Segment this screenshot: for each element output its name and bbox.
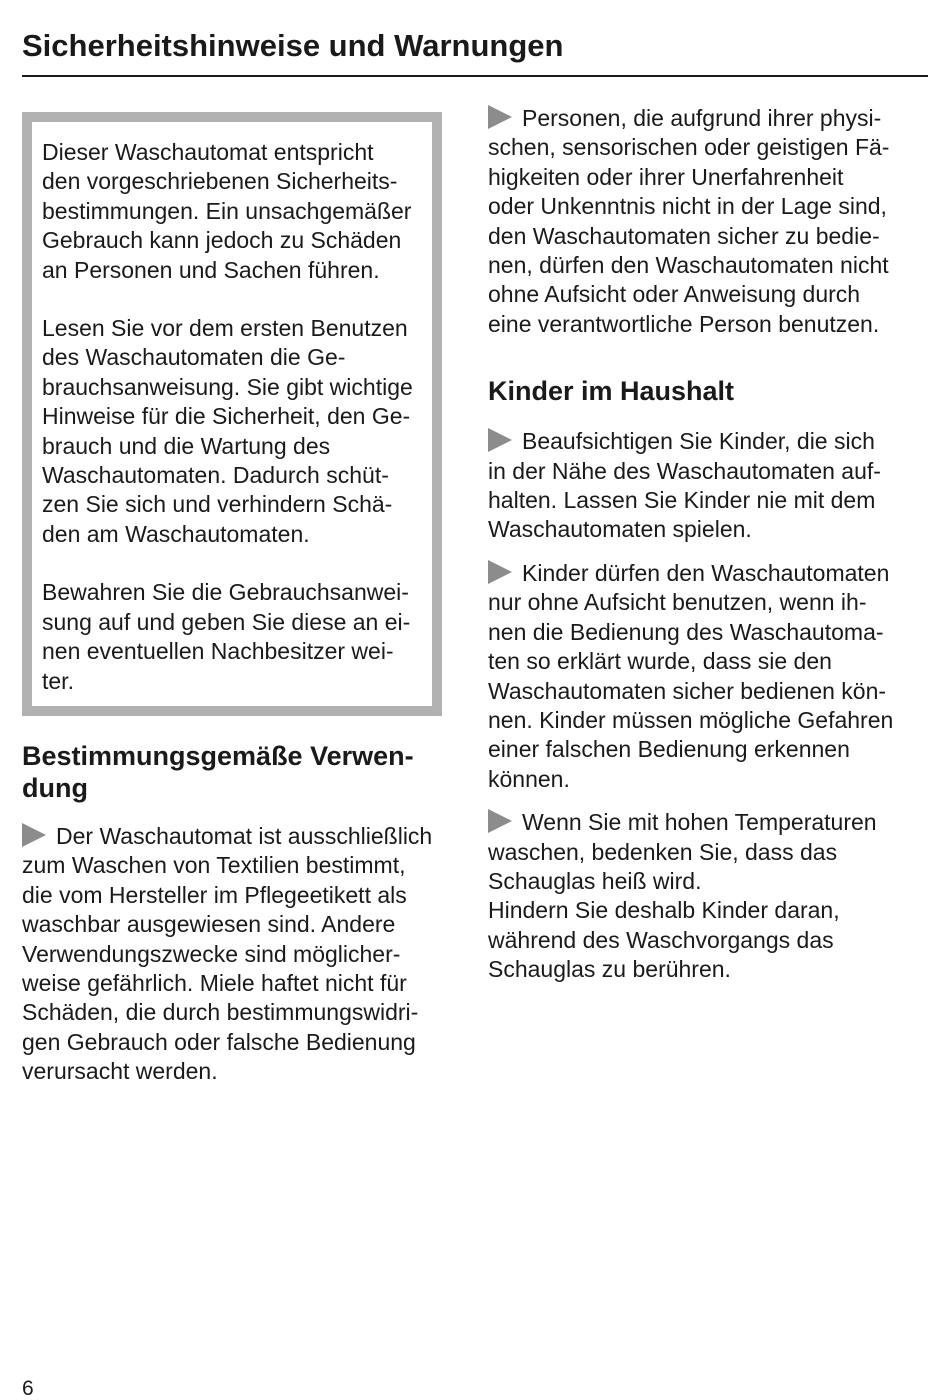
bullet-text: Wenn Sie mit hohen Temperaturen waschen, bedenken Sie, dass das Schauglas heiß wird. Hindern Sie deshalb Kinder daran, während des Waschvorgangs das Schauglas zu berühren. xyxy=(488,809,877,983)
notice-paragraph: Lesen Sie vor dem ersten Benutzen des Waschautomaten die Ge- brauchsanweisung. Sie gibt wichtige Hinweise für die Sicherheit, den Ge- brauch und die Wartung des Waschautomaten. Dadurch schüt- zen Sie sich und verhindern Schä- den am Waschautomaten. xyxy=(42,315,413,547)
bullet-item xyxy=(22,822,462,1087)
left-column xyxy=(22,104,462,1101)
bullet-text: Kinder dürfen den Waschautomaten nur ohne Aufsicht benutzen, wenn ih- nen die Bedienung des Waschautoma- ten so erklärt wurde, dass sie den Waschautomaten sicher bedienen kön- nen. Kinder müssen mögliche Gefahren einer falschen Bedienung erkennen können. xyxy=(488,559,894,792)
triangle-bullet-icon xyxy=(488,560,512,584)
notice-paragraph: Dieser Waschautomat entspricht den vorgeschriebenen Sicherheits- bestimmungen. Ein unsachgemäßer Gebrauch kann jedoch zu Schäden an Personen und Sachen führen. xyxy=(42,139,412,283)
page-number: 6 xyxy=(22,1377,34,1400)
triangle-bullet-icon xyxy=(488,105,512,129)
page-title: Sicherheitshinweise und Warnungen xyxy=(22,28,564,63)
section-heading-intended-use: Bestimmungsgemäße Verwen- dung xyxy=(22,740,414,803)
bullet-item xyxy=(488,808,928,984)
title-divider xyxy=(22,75,928,77)
bullet-item xyxy=(488,559,928,794)
bullet-item xyxy=(488,104,928,339)
bullet-text: Der Waschautomat ist ausschließlich zum Waschen von Textilien bestimmt, die vom Hersteller im Pflegeetikett als waschbar ausgewiesen sind. Andere Verwendungszwecke sind möglicher- weise gefährlich. Miele haftet nicht für Schäden, die durch bestimmungswidri- gen Gebrauch oder falsche Bedienung verursacht werden. xyxy=(22,822,433,1085)
notice-paragraph: Bewahren Sie die Gebrauchsanwei- sung auf und geben Sie diese an ei- nen eventuellen Nachbesitzer wei- ter. xyxy=(42,579,411,694)
bullet-text: Personen, die aufgrund ihrer physi- schen, sensorischen oder geistigen Fä- higkeiten oder ihrer Unerfahrenheit oder Unkenntnis nicht in der Lage sind, den Waschautomaten sicher zu bedie- nen, dürfen den Waschautomaten nicht ohne Aufsicht oder Anweisung durch eine verantwortliche Person benutzen. xyxy=(488,105,890,337)
triangle-bullet-icon xyxy=(488,428,512,452)
section-heading-children: Kinder im Haushalt xyxy=(488,376,735,407)
right-column xyxy=(488,104,928,999)
bullet-text: Beaufsichtigen Sie Kinder, die sich in der Nähe des Waschautomaten auf- halten. Lassen Sie Kinder nie mit dem Waschautomaten spielen. xyxy=(488,428,881,543)
safety-notice-box xyxy=(22,112,442,716)
triangle-bullet-icon xyxy=(22,823,46,847)
triangle-bullet-icon xyxy=(488,809,512,833)
bullet-item xyxy=(488,427,928,545)
